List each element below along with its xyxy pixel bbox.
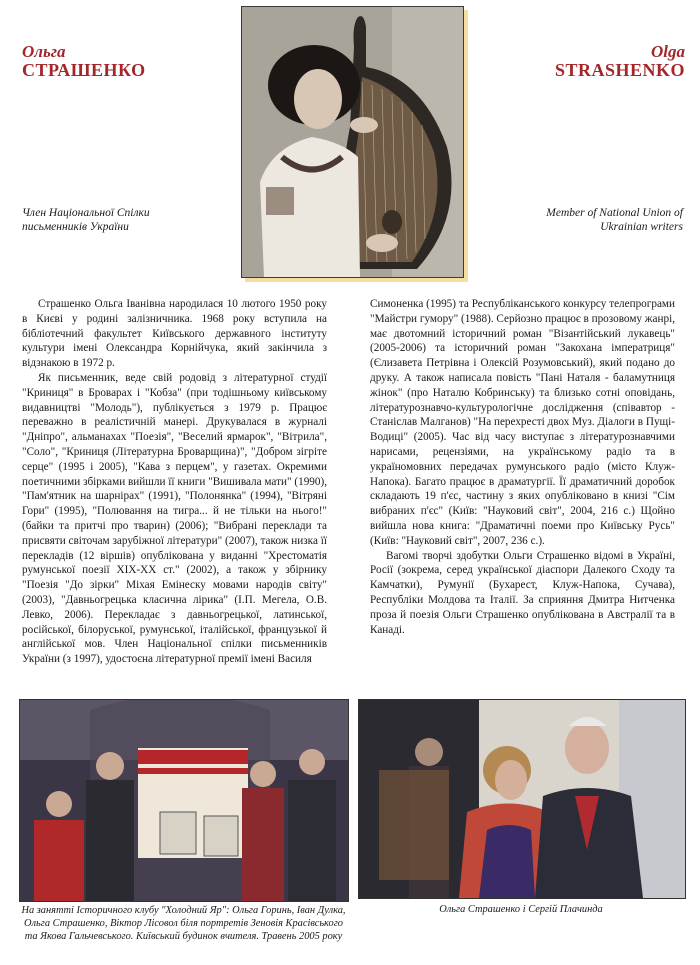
first-name-en: Olga [651,42,685,61]
membership-ua: Член Національної Спілки письменників України [22,207,150,233]
portrait-illustration [242,7,463,277]
article-column-left [22,297,327,667]
author-name-english [555,43,685,80]
membership-en: Member of National Union of Ukrainian writers [546,207,683,233]
last-name-en: STRASHENKO [554,59,685,80]
article-paragraph: Вагомі творчі здобутки Ольги Страшенко відомі в Україні, Росії (зокрема, серед української діаспори Далекого Сходу та Камчатки), Румунії (Бухарест, Клуж-Напока, Сучава), Республіки Молдова та Італії. За сприяння Дмитра Нитченка проза й поезія Ольги Страшенко опублікована в Австралії та в Канаді. [370,549,675,636]
first-name-ua: Ольга [22,42,66,61]
photo-caption-left: На занятті Історичного клубу "Холодний Яр": Ольга Горинь, Іван Дулка, Ольга Страшенко, Віктор Лісовол біля портретів Зеновія Красівського та Якова Гальчевського. Київський будинок вчителя. Травень 2005 року [21,905,346,942]
duo-photo-right [358,699,686,899]
article-paragraph: Страшенко Ольга Іванівна народилася 10 лютого 1950 року в Києві у родині залізничника. 1968 року вступила на бібліотечний факультет Київського державного інституту культури імені Олександра Корнійчука, який закінчила з відзнакою в 1972 р. [22,298,327,370]
photo-caption-right: Ольга Страшенко і Сергій Плачинда [439,904,603,915]
group-photo-illustration [20,700,348,901]
article-paragraph: Симоненка (1995) та Республіканського конкурсу телепрограми "Майстри гумору" (1988). Серйозно працює в прозовому жанрі, має двотомний історичний роман "Візантійський лукавець" (2005-2006) та історичний роман "Закохана імператриця" (Єлизавета Петрівна і Олексій Розумовський), який подано до друку. А також написала повість "Пані Наталя - баламутниця жінок" (про Наталю Кобринську) та близько сотні оповідань, літературознавчо-культурологічне дослідження (співавтор - Станіслав Малганов) "На перехресті двох Муз. Діалоги в Пущі-Водиці" (2005). Час від часу виступає з літературознавчими нарисами, рецензіями, на українському радіо та в україномовних передачах румунського радіо (місто Клуж-Напока). Багато працює в драматургії. Її драматичний доробок складають 19 п'єс, частину з яких опубліковано в книзі "Сім вибраних п'єс" (Київ: "Науковий світ", 2004, 216 с.) Щойно вийшла нова книга: "Драматичні поеми про Київську Русь" (Київ: "Науковий світ", 2007, 236 с.). [370,298,675,547]
last-name-ua: СТРАШЕНКО [22,59,146,80]
article-column-right [370,297,675,637]
portrait-photo [241,6,464,278]
article-paragraph: Як письменник, веде свій родовід з літературної студії "Криниця" в Броварах і "Кобза" (при тодішньому київському видавництві "Молодь"), публікується з 1979 р. Працює переважно в реалістичній манері. Друкувалася в журналі "Дніпро", альманахах "Поезія", "Веселий ярмарок", "Вітрила", "Соло", "Криниця (Літературна Броварщина)", "Добром зігріте серце" (1995 і 2005), "Кава з перцем", у газетах. Окремими поетичними збірками вийшли її книги "Вишивала мати" (1990), "Пам'ятник на шарнірах" (1991), "Полонянка" (1994), "Вітряні Гори" (1995), "Полювання на тигра... й не тільки на нього!" (байки та притчі про тварин) (2006); "Вибрані переклади та присвяти світочам зарубіжної літератури" (2007), також низка її перекладів (12 віршів) опублікована у виданні "Хрестоматія румунської поезії XIX-XX ст." (2002), а також у збірнику "Поезія "До зірки" Міхая Емінеску мовами народів світу" (2003), "Давньогрецька класична лірика" (І.П. Мегела, О.В. Левко, 2006). Перекладає з давньогрецької, латинської, російської, білоруської, румунської, італійської, французької й англійської мов. Член Національної спілки письменників України (з 1997), удостоєна літературної премії імені Василя [22,371,327,666]
duo-photo-illustration [359,700,685,898]
group-photo-left [19,699,349,902]
author-name-ukrainian [22,43,146,80]
